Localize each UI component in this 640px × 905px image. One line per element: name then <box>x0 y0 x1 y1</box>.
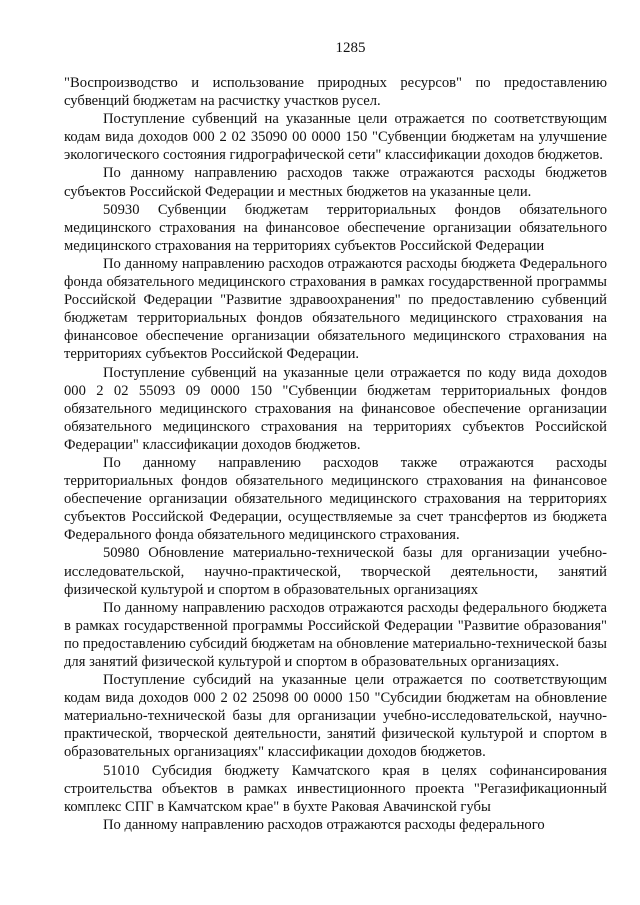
paragraph: По данному направлению расходов также отражаются расходы бюджетов субъектов Российской Федерации и местных бюджетов на указанные цели. <box>64 165 607 200</box>
paragraph: По данному направлению расходов отражаются расходы бюджета Федерального фонда обязательного медицинского страхования в рамках государственной программы Российской Федерации "Развитие здравоохранения" по предоставлению субвенций бюджетам территориальных фондов обязательного медицинского страхования на финансовое обеспечение организации обязательного медицинского страхования на территориях субъектов Российской Федерации. <box>64 255 607 363</box>
paragraph: 50980 Обновление материально-технической базы для организации учебно-исследовательской, научно-практической, творческой деятельности, занятий физической культурой и спортом в образовательных организациях <box>64 545 607 598</box>
paragraph: По данному направлению расходов отражаются расходы федерального бюджета в рамках государственной программы Российской Федерации "Развитие образования" по предоставлению субсидий бюджетам на обновление материально-технической базы для занятий физической культурой и спортом в образовательных организациях. <box>64 599 607 670</box>
paragraph: Поступление субсидий на указанные цели отражается по соответствующим кодам вида доходов 000 2 02 25098 00 0000 150 "Субсидии бюджетам на обновление материально-технической базы для организации учебно-исследовательской, научно-практической, творческой деятельности, занятий физической культурой и спортом в образовательных организациях" классификации доходов бюджетов. <box>64 672 607 761</box>
paragraph: "Воспроизводство и использование природных ресурсов" по предоставлению субвенций бюджетам на расчистку участков русел. <box>64 75 607 110</box>
paragraph: 50930 Субвенции бюджетам территориальных фондов обязательного медицинского страхования на финансовое обеспечение организации обязательного медицинского страхования на территориях субъектов Российской Федерации <box>64 201 607 254</box>
paragraph: Поступление субвенций на указанные цели отражается по соответствующим кодам вида доходов 000 2 02 35090 00 0000 150 "Субвенции бюджетам на улучшение экологического состояния гидрографической сети" классификации доходов бюджетов. <box>64 111 607 164</box>
paragraph: По данному направлению расходов также отражаются расходы территориальных фондов обязательного медицинского страхования на финансовое обеспечение организации обязательного медицинского страхования на территориях субъектов Российской Федерации, осуществляемые за счет трансфертов из бюджета Федерального фонда обязательного медицинского страхования. <box>64 454 607 544</box>
paragraph: По данному направлению расходов отражаются расходы федерального <box>103 816 545 833</box>
document-body <box>64 74 607 834</box>
paragraph: Поступление субвенций на указанные цели отражается по коду вида доходов 000 2 02 55093 09 0000 150 "Субвенции бюджетам территориальных фондов обязательного медицинского страхования на финансовое обеспечение организации обязательного медицинского страхования на территориях субъектов Российской Федерации" классификации доходов бюджетов. <box>64 364 607 453</box>
paragraph: 51010 Субсидия бюджету Камчатского края в целях софинансирования строительства объектов в рамках инвестиционного проекта "Регазификационный комплекс СПГ в Камчатском крае" в бухте Раковая Авачинской губы <box>64 762 607 815</box>
page-number: 1285 <box>335 40 366 56</box>
